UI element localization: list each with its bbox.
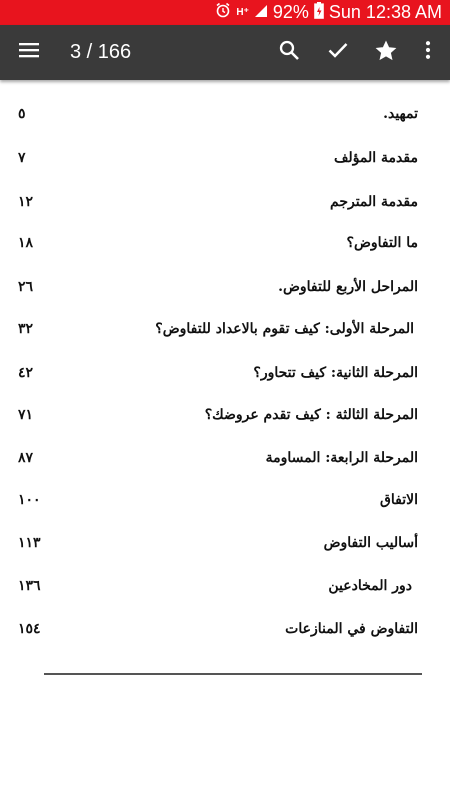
alarm-icon (215, 2, 231, 23)
toc-entry-title: المرحلة الثالثة : كيف تقدم عروضك؟ (204, 407, 418, 423)
toc-entry-page: ١٥٤ (18, 621, 41, 637)
toc-entry-title: المرحلة الثانية: كيف تتحاور؟ (253, 365, 418, 381)
signal-icon (254, 2, 268, 23)
toc-entry-page: ٨٧ (18, 450, 34, 466)
toc-entry[interactable] (0, 578, 450, 618)
toc-entry-page: ١٣٦ (18, 578, 41, 594)
search-icon (279, 40, 299, 64)
toc-entry-title: المراحل الأربع للتفاوض. (278, 279, 418, 295)
battery-percentage: 92% (272, 2, 309, 22)
toc-entry-title: مقدمة المؤلف (333, 150, 418, 166)
battery-icon (314, 2, 324, 24)
toc-entry[interactable] (0, 535, 450, 575)
toc-entry-page: ١١٣ (18, 535, 41, 551)
toc-entry[interactable] (0, 365, 450, 405)
toc-entry[interactable] (0, 106, 450, 146)
toc-entry-title: الاتفاق (380, 492, 418, 508)
bookmark-button[interactable] (371, 37, 401, 67)
toc-entry-page: ٧١ (18, 407, 34, 423)
toc-entry-page: ٥ (18, 106, 26, 122)
toc-entry[interactable] (0, 407, 450, 447)
toc-entry[interactable] (0, 492, 450, 532)
toc-entry[interactable] (0, 321, 450, 361)
app-bar (0, 25, 450, 80)
menu-button[interactable] (14, 37, 44, 67)
toc-entry-title: التفاوض في المنازعات (285, 621, 418, 637)
toc-entry-title: تمهيد. (383, 106, 418, 122)
done-button[interactable] (323, 37, 353, 67)
toc-entry[interactable] (0, 450, 450, 490)
toc-entry-page: ١٠٠ (18, 492, 41, 508)
toc-entry-title: دور المخادعين (328, 578, 412, 594)
toc-entry-title: مقدمة المترجم (330, 194, 418, 210)
toc-entry[interactable] (0, 279, 450, 319)
toc-entry-title: أساليب التفاوض (323, 535, 418, 551)
status-icons (215, 0, 442, 25)
toc-entry[interactable] (0, 621, 450, 661)
check-icon (328, 42, 348, 62)
menu-icon (19, 42, 39, 62)
toc-entry-page: ١٨ (18, 235, 34, 251)
page-counter: 3 / 166 (70, 41, 132, 63)
clock: Sun 12:38 AM (328, 2, 442, 22)
status-bar (0, 0, 450, 25)
toc-entry-page: ١٢ (18, 194, 34, 210)
toc-entry-title: المرحلة الأولى: كيف تقوم بالاعداد للتفاوض؟ (155, 321, 414, 337)
search-button[interactable] (274, 37, 304, 67)
toc-entry-page: ٧ (18, 150, 26, 166)
toc-entry-page: ٣٢ (18, 321, 34, 337)
toc-entry-page: ٢٦ (18, 279, 34, 295)
toc-entry-page: ٤٢ (18, 365, 34, 381)
toc-entry-title: المرحلة الرابعة: المساومة (265, 450, 418, 466)
toc-entry[interactable] (0, 150, 450, 190)
toc-entry-title: ما التفاوض؟ (346, 235, 418, 251)
overflow-menu-button[interactable] (413, 37, 443, 67)
toc-entry[interactable] (0, 235, 450, 275)
star-icon (375, 40, 397, 65)
more-vert-icon (425, 41, 431, 63)
toc-entry[interactable] (0, 194, 450, 234)
page-divider (44, 673, 422, 675)
network-type-indicator: H⁺ (236, 7, 249, 18)
